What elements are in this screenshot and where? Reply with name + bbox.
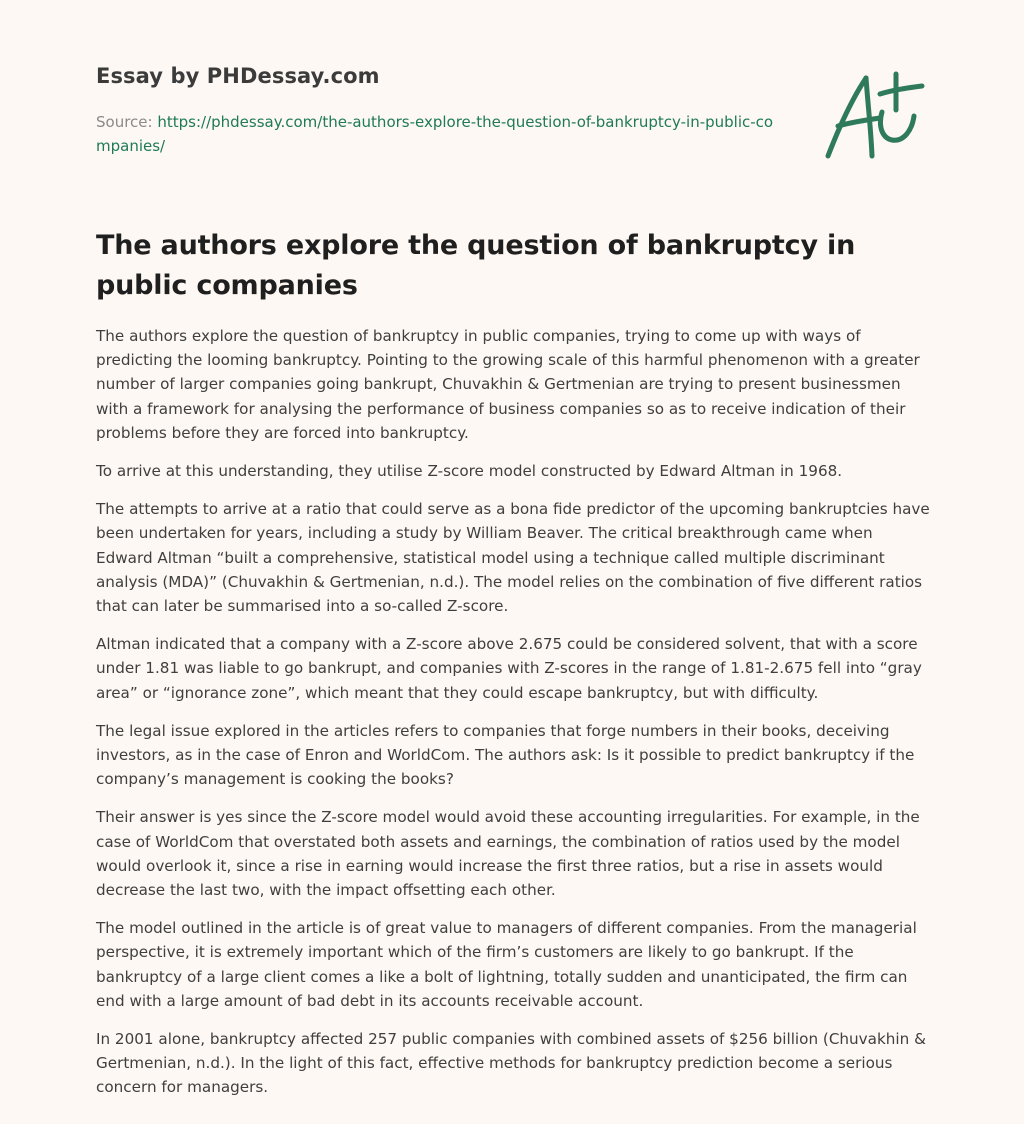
paragraph: The model outlined in the article is of great value to managers of different companies. From the managerial perspective, it is extremely important which of the firm’s customers are likely to go bankrupt. If the bankruptcy of a large client comes a like a bolt of lightning, totally sudden and unanticipated, the firm can end with a large amount of bad debt in its accounts receivable account. bbox=[96, 919, 917, 1010]
article-title: The authors explore the question of bankruptcy in public companies bbox=[96, 230, 856, 301]
paragraph: In 2001 alone, bankruptcy affected 257 public companies with combined assets of $256 billion (Chuvakhin & Gertmenian, n.d.). In the light of this fact, effective methods for bankruptcy prediction become a serious concern for managers. bbox=[96, 1030, 926, 1097]
article-body bbox=[96, 324, 930, 1114]
paragraph: Their answer is yes since the Z-score model would avoid these accounting irregularities. For example, in the case of WorldCom that overstated both assets and earnings, the combination of ratios used by the model would overlook it, since a rise in earning would increase the first three ratios, but a rise in assets would decrease the last two, with the impact offsetting each other. bbox=[96, 808, 920, 900]
paragraph: To arrive at this understanding, they utilise Z-score model constructed by Edward Altman in 1968. bbox=[96, 462, 843, 481]
source-line bbox=[96, 110, 786, 158]
site-brand: Essay by PHDessay.com bbox=[96, 64, 380, 88]
a-plus-grade-icon bbox=[822, 68, 926, 164]
header bbox=[96, 0, 930, 190]
paragraph: The authors explore the question of bankruptcy in public companies, trying to come up with ways of predicting the looming bankruptcy. Pointing to the growing scale of this harmful phenomenon with a greater number of larger companies going bankrupt, Chuvakhin & Gertmenian are trying to present businessmen with a framework for analysing the performance of business companies so as to receive indication of their problems before they are forced into bankruptcy. bbox=[96, 327, 920, 442]
essay-page bbox=[96, 0, 930, 1097]
paragraph: The attempts to arrive at a ratio that could serve as a bona fide predictor of the upcoming bankruptcies have been undertaken for years, including a study by William Beaver. The critical breakthrough came when Edward Altman “built a comprehensive, statistical model using a technique called multiple discriminant analysis (MDA)” (Chuvakhin & Gertmenian, n.d.). The model relies on the combination of five different ratios that can later be summarised into a so-called Z-score. bbox=[96, 500, 930, 616]
paragraph: Altman indicated that a company with a Z-score above 2.675 could be considered solvent, that with a score under 1.81 was liable to go bankrupt, and companies with Z-scores in the range of 1.81-2.675 fell into “gray area” or “ignorance zone”, which meant that they could escape bankruptcy, but with difficulty. bbox=[96, 635, 922, 702]
source-label: Source: bbox=[96, 113, 153, 131]
paragraph: The legal issue explored in the articles refers to companies that forge numbers in their books, deceiving investors, as in the case of Enron and WorldCom. The authors ask: Is it possible to predict bankruptcy if the company’s management is cooking the books? bbox=[96, 721, 915, 789]
source-link[interactable]: https://phdessay.com/the-authors-explore-the-question-of-bankruptcy-in-public-companies/ bbox=[96, 113, 774, 155]
